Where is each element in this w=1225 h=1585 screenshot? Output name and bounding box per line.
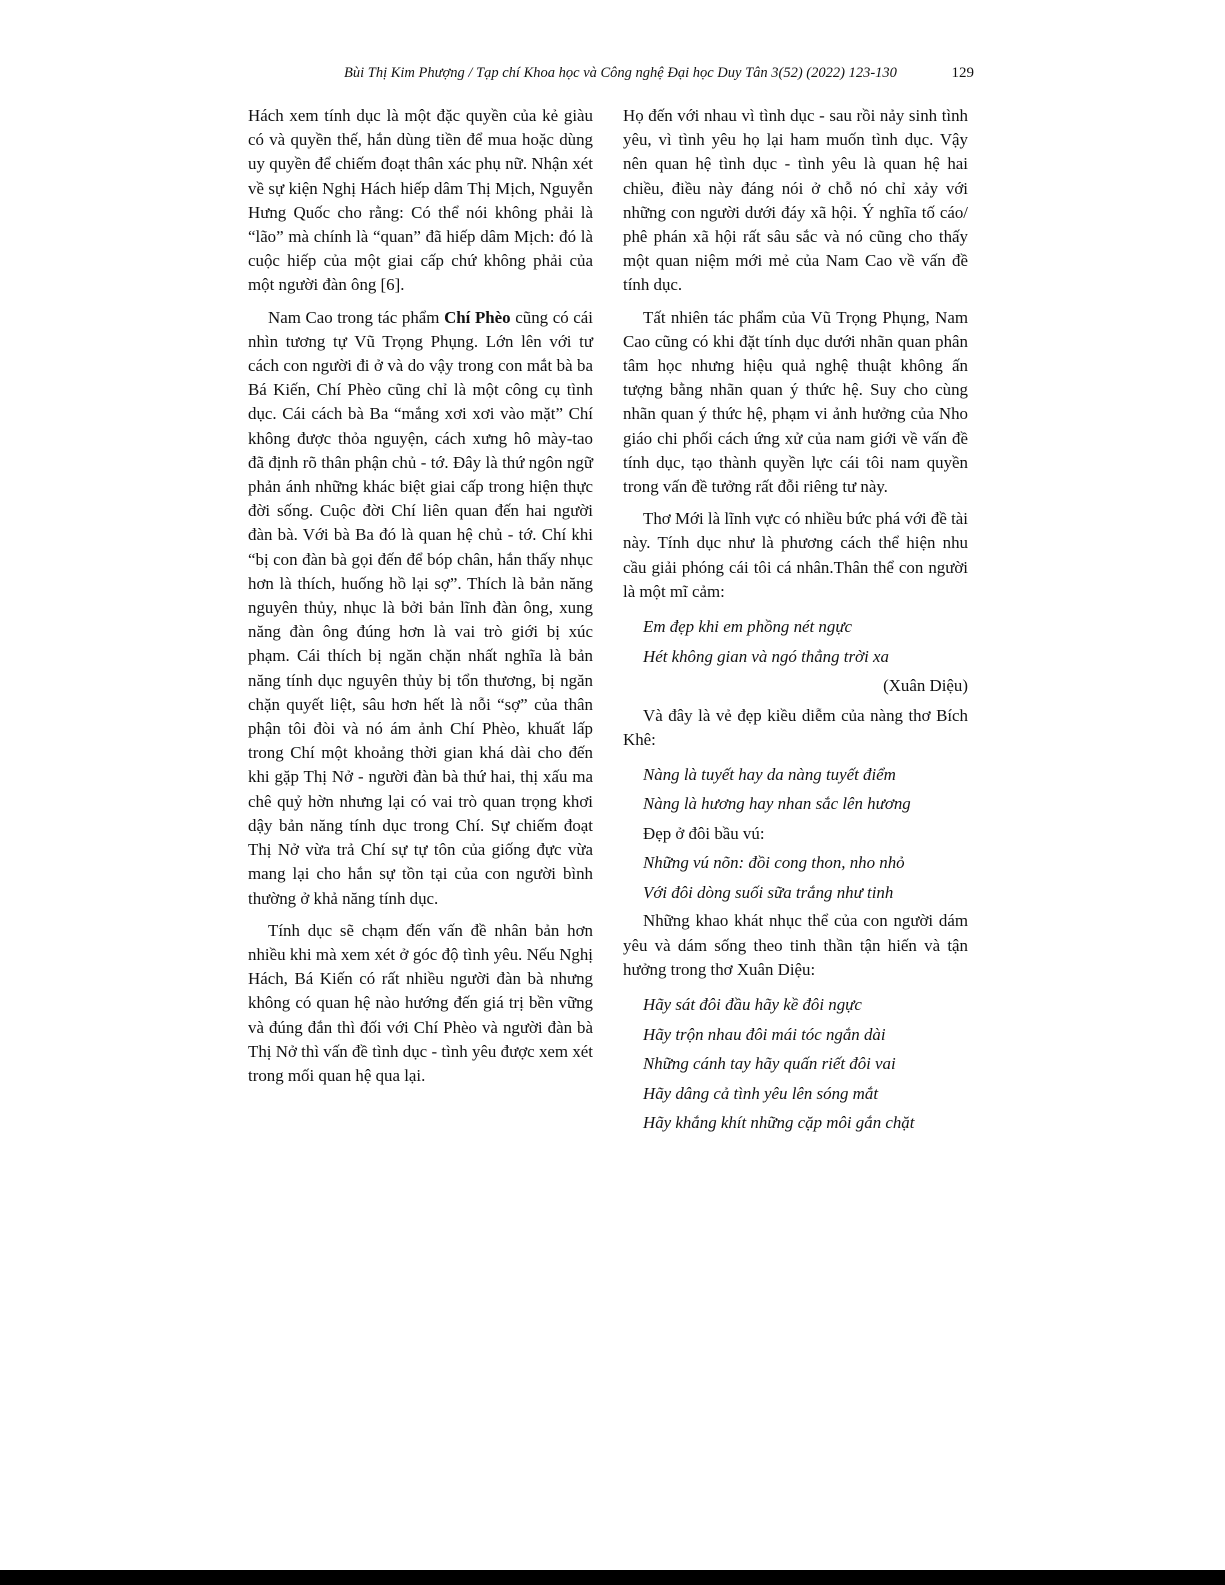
poem-line: Hãy trộn nhau đôi mái tóc ngắn dài — [643, 1024, 886, 1044]
poem-line: Hãy sát đôi đầu hãy kề đôi ngực — [643, 995, 862, 1015]
poem-line: Hét không gian và ngó thẳng trời xa — [643, 646, 889, 666]
paragraph: Và đây là vẻ đẹp kiều diễm của nàng thơ Bích Khê: — [623, 705, 968, 749]
poem-line: Nàng là hương hay nhan sắc lên hương — [643, 794, 911, 814]
page-header — [248, 62, 974, 84]
left-column — [248, 104, 593, 1096]
paragraph-text: Nam Cao trong tác phẩm — [268, 307, 445, 327]
paragraph — [248, 306, 593, 911]
paragraph: Tính dục sẽ chạm đến vấn đề nhân bản hơn nhiều khi mà xem xét ở góc độ tình yêu. Nếu Nghị Hách, Bá Kiến có rất nhiều người đàn bà nhưng không có quan hệ nào hướng đến giá trị bền vững và đúng đắn thì đối với Chí Phèo và người đàn bà Thị Nở thì vấn đề tình dục - tình yêu được xem xét trong mối quan hệ qua lại. — [248, 920, 593, 1085]
right-column — [623, 104, 968, 1138]
poem-line: Những vú nõn: đồi cong thon, nho nhỏ — [643, 853, 905, 873]
paragraph-text: cũng có cái nhìn tương tự Vũ Trọng Phụng. Lớn lên với tư cách con người đi ở và do vậy trong con mắt bà ba Bá Kiến, Chí Phèo cũng chỉ là một công cụ tình dục. Cái cách bà Ba “mắng xơi xơi vào mặt” Chí không được thỏa nguyện, cách xưng hô mày-tao đã định rõ thân phận chủ - tớ. Đây là thứ ngôn ngữ phản ánh những khác biệt giai cấp trong hiện thực đời sống. Cuộc đời Chí liên quan đến hai người đàn bà. Với bà Ba đó là quan hệ chủ - tớ. Chí khi “bị con đàn bà gọi đến để bóp chân, hắn thấy nhục hơn là thích, huống hồ lại sợ”. Thích là bản năng nguyên thủy, nhục là bởi bản lĩnh đàn ông, xung năng đàn ông đúng hơn là vai trò giới bị xúc phạm. Cái thích bị ngăn chặn nhất nghĩa là bản năng tính dục nguyên thủy bị tổn thương, bị ngăn chặn quyết liệt, sâu hơn hết là nỗi “sợ” của thân phận tôi đòi và nó ám ảnh Chí Phèo, khuất lấp trong Chí một khoảng thời gian khá dài cho đến khi gặp Thị Nở - người đàn bà thứ hai, thị xấu ma chê quỷ hờn nhưng lại có vai trò quan trọng khơi dậy bản năng tính dục trong Chí. Sự chiếm đoạt Thị Nở vừa trả Chí sự tự tôn của giống đực vừa mang lại cho hắn sự tồn tại của con người bình thường ở khả năng tính dục. — [248, 307, 593, 908]
paragraph: Họ đến với nhau vì tình dục - sau rồi nảy sinh tình yêu, vì tình yêu họ lại ham muốn tình dục. Vậy nên quan hệ tình dục - tình yêu là quan hệ hai chiều, điều này đáng nói ở chỗ nó chỉ xảy với những con người dưới đáy xã hội. Ý nghĩa tố cáo/ phê phán xã hội rất sâu sắc và nó cũng cho thấy một quan niệm mới mẻ của Nam Cao về vấn đề tính dục. — [623, 106, 968, 295]
running-title: Bùi Thị Kim Phượng / Tạp chí Khoa học và Công nghệ Đại học Duy Tân 3(52) (2022) 123-130 — [344, 65, 897, 81]
poem-line: Những cánh tay hãy quấn riết đôi vai — [643, 1054, 896, 1074]
paragraph: Hách xem tính dục là một đặc quyền của kẻ giàu có và quyền thế, hắn dùng tiền để mua hoặc dùng uy quyền để chiếm đoạt thân xác phụ nữ. Nhận xét về sự kiện Nghị Hách hiếp dâm Thị Mịch, Nguyễn Hưng Quốc cho rằng: Có thể nói không phải là “lão” mà chính là “quan” đã hiếp dâm Mịch: đó là cuộc hiếp của một giai cấp chứ không phải của một người đàn ông [6]. — [248, 106, 593, 295]
poem-line: Em đẹp khi em phồng nét ngực — [643, 617, 853, 637]
poem-attribution: (Xuân Diệu) — [883, 676, 968, 696]
page-number: 129 — [951, 65, 974, 81]
paragraph: Tất nhiên tác phẩm của Vũ Trọng Phụng, Nam Cao cũng có khi đặt tính dục dưới nhãn quan phân tâm học nhưng hiệu quả nghệ thuật không ấn tượng bằng nhãn quan ý thức hệ. Suy cho cùng nhãn quan ý thức hệ, phạm vi ảnh hưởng của Nho giáo chi phối cách ứng xử của nam giới về vấn đề tính dục, tạo thành quyền lực cái tôi nam quyền trong vấn đề tưởng rất đỗi riêng tư này. — [623, 307, 968, 497]
text-line: Đẹp ở đôi bầu vú: — [643, 823, 765, 843]
poem-line: Hãy dâng cả tình yêu lên sóng mắt — [643, 1083, 879, 1103]
poem-line: Nàng là tuyết hay da nàng tuyết điểm — [643, 764, 896, 784]
paragraph: Thơ Mới là lĩnh vực có nhiều bức phá với đề tài này. Tính dục như là phương cách thể hiện nhu cầu giải phóng cái tôi cá nhân.Thân thể con người là một mĩ cảm: — [623, 509, 968, 601]
poem-line: Hãy khắng khít những cặp môi gắn chặt — [643, 1113, 915, 1133]
paragraph: Những khao khát nhục thể của con người dám yêu và dám sống theo tinh thần tận hiến và tận hưởng trong thơ Xuân Diệu: — [623, 911, 968, 979]
poem-line: Với đôi dòng suối sữa trắng như tinh — [643, 882, 894, 902]
scan-border — [0, 1570, 1225, 1585]
work-title-bold: Chí Phèo — [444, 307, 511, 327]
